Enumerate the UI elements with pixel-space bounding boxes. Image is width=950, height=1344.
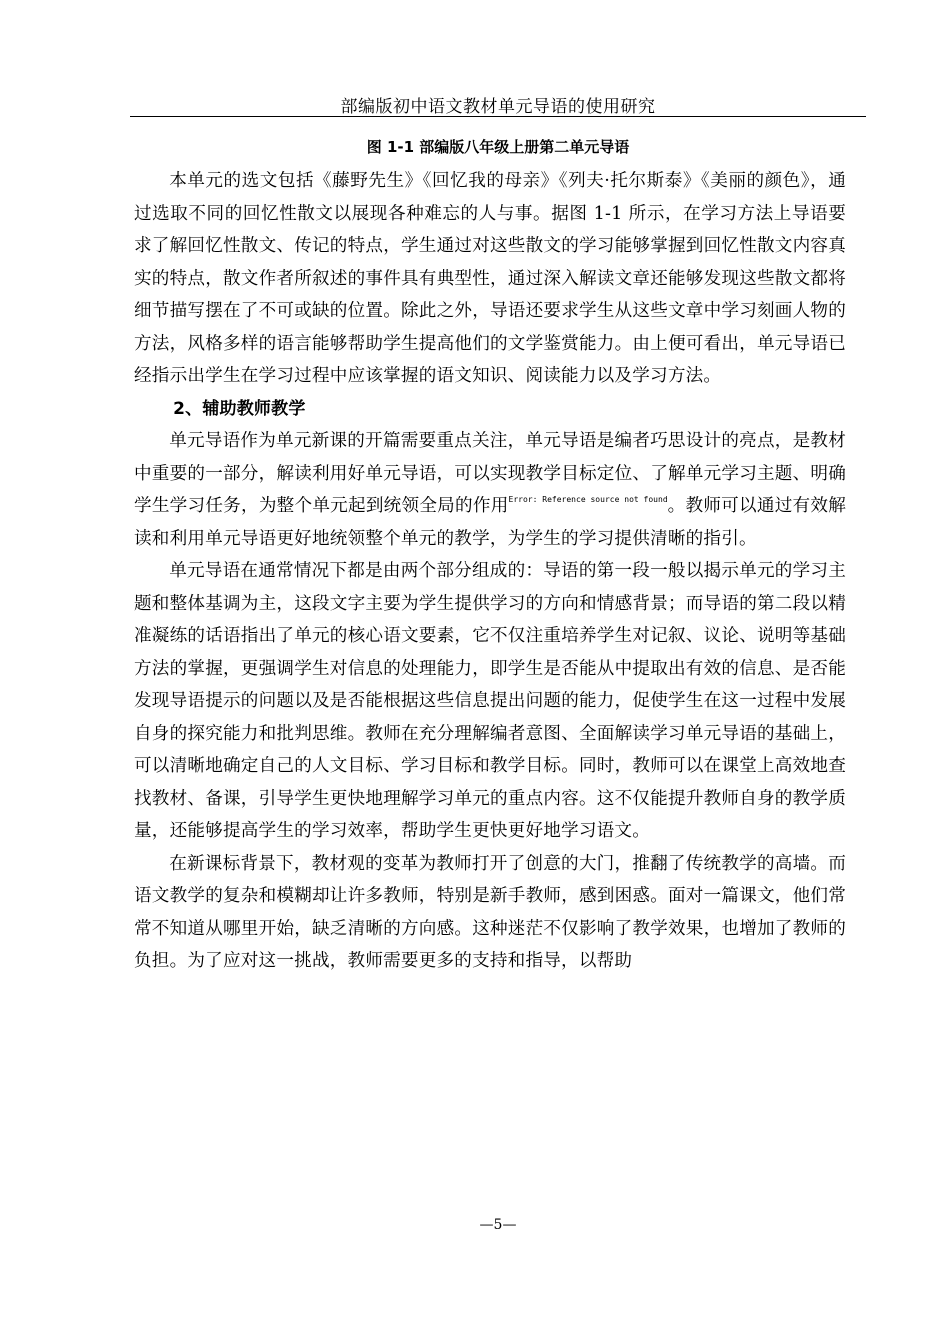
reference-error-note: Error: Reference source not found xyxy=(508,495,668,504)
running-header: 部编版初中语文教材单元导语的使用研究 xyxy=(340,97,656,117)
paragraph-text: 单元导语作为单元新课的开篇需要重点关注，单元导语是编者巧思设计的亮点，是教材中重要的一部分，解读利用好单元导语，可以实现教学目标定位、了解单元学习主题、明确学生学习任务，为整个单元起到统领全局的作用 xyxy=(134,431,846,516)
paragraph-unit-selections: 本单元的选文包括《藤野先生》《回忆我的母亲》《列夫·托尔斯泰》《美丽的颜色》，通过选取不同的回忆性散文以展现各种难忘的人与事。据图 1-1 所示，在学习方法上导语要求了解回忆性散文、传记的特点，学生通过对这些散文的学习能够掌握到回忆性散文内容真实的特点，散文作者所叙述的事件具有典型性，通过深入解读文章还能够发现这些散文都将细节描写摆在了不可或缺的位置。除此之外，导语还要求学生从这些文章中学习刻画人物的方法，风格多样的语言能够帮助学生提高他们的文学鉴赏能力。由上便可看出，单元导语已经指示出学生在学习过程中应该掌握的语文知识、阅读能力以及学习方法。 xyxy=(134,171,846,386)
paragraph-text: 。教师可以通过有效解读和利用单元导语更好地统领整个单元的教学，为学生的学习提供清晰的指引。 xyxy=(134,496,846,549)
header-rule xyxy=(130,116,866,117)
paragraph-two-parts: 单元导语在通常情况下都是由两个部分组成的：导语的第一段一般以揭示单元的学习主题和整体基调为主，这段文字主要为学生提供学习的方向和情感背景；而导语的第二段以精准凝练的话语指出了单元的核心语文要素，它不仅注重培养学生对记叙、议论、说明等基础方法的掌握，更强调学生对信息的处理能力，即学生是否能从中提取出有效的信息、是否能发现导语提示的问题以及是否能根据这些信息提出问题的能力，促使学生在这一过程中发展自身的探究能力和批判思维。教师在充分理解编者意图、全面解读学习单元导语的基础上，可以清晰地确定自己的人文目标、学习目标和教学目标。同时，教师可以在课堂上高效地查找教材、备课，引导学生更快地理解学习单元的重点内容。这不仅能提升教师自身的教学质量，还能够提高学生的学习效率，帮助学生更快更好地学习语文。 xyxy=(134,561,846,841)
figure-caption: 图 1-1 部编版八年级上册第二单元导语 xyxy=(366,138,630,156)
section-heading: 2、辅助教师教学 xyxy=(173,398,306,419)
page-number: —5— xyxy=(479,1217,517,1233)
body-text xyxy=(134,165,846,978)
paragraph-assist-teaching xyxy=(134,425,846,555)
paragraph-new-curriculum: 在新课标背景下，教材观的变革为教师打开了创意的大门，推翻了传统教学的高墙。而语文教学的复杂和模糊却让许多教师，特别是新手教师，感到困惑。面对一篇课文，他们常常不知道从哪里开始，缺乏清晰的方向感。这种迷茫不仅影响了教学效果，也增加了教师的负担。为了应对这一挑战，教师需要更多的支持和指导，以帮助 xyxy=(134,853,846,971)
